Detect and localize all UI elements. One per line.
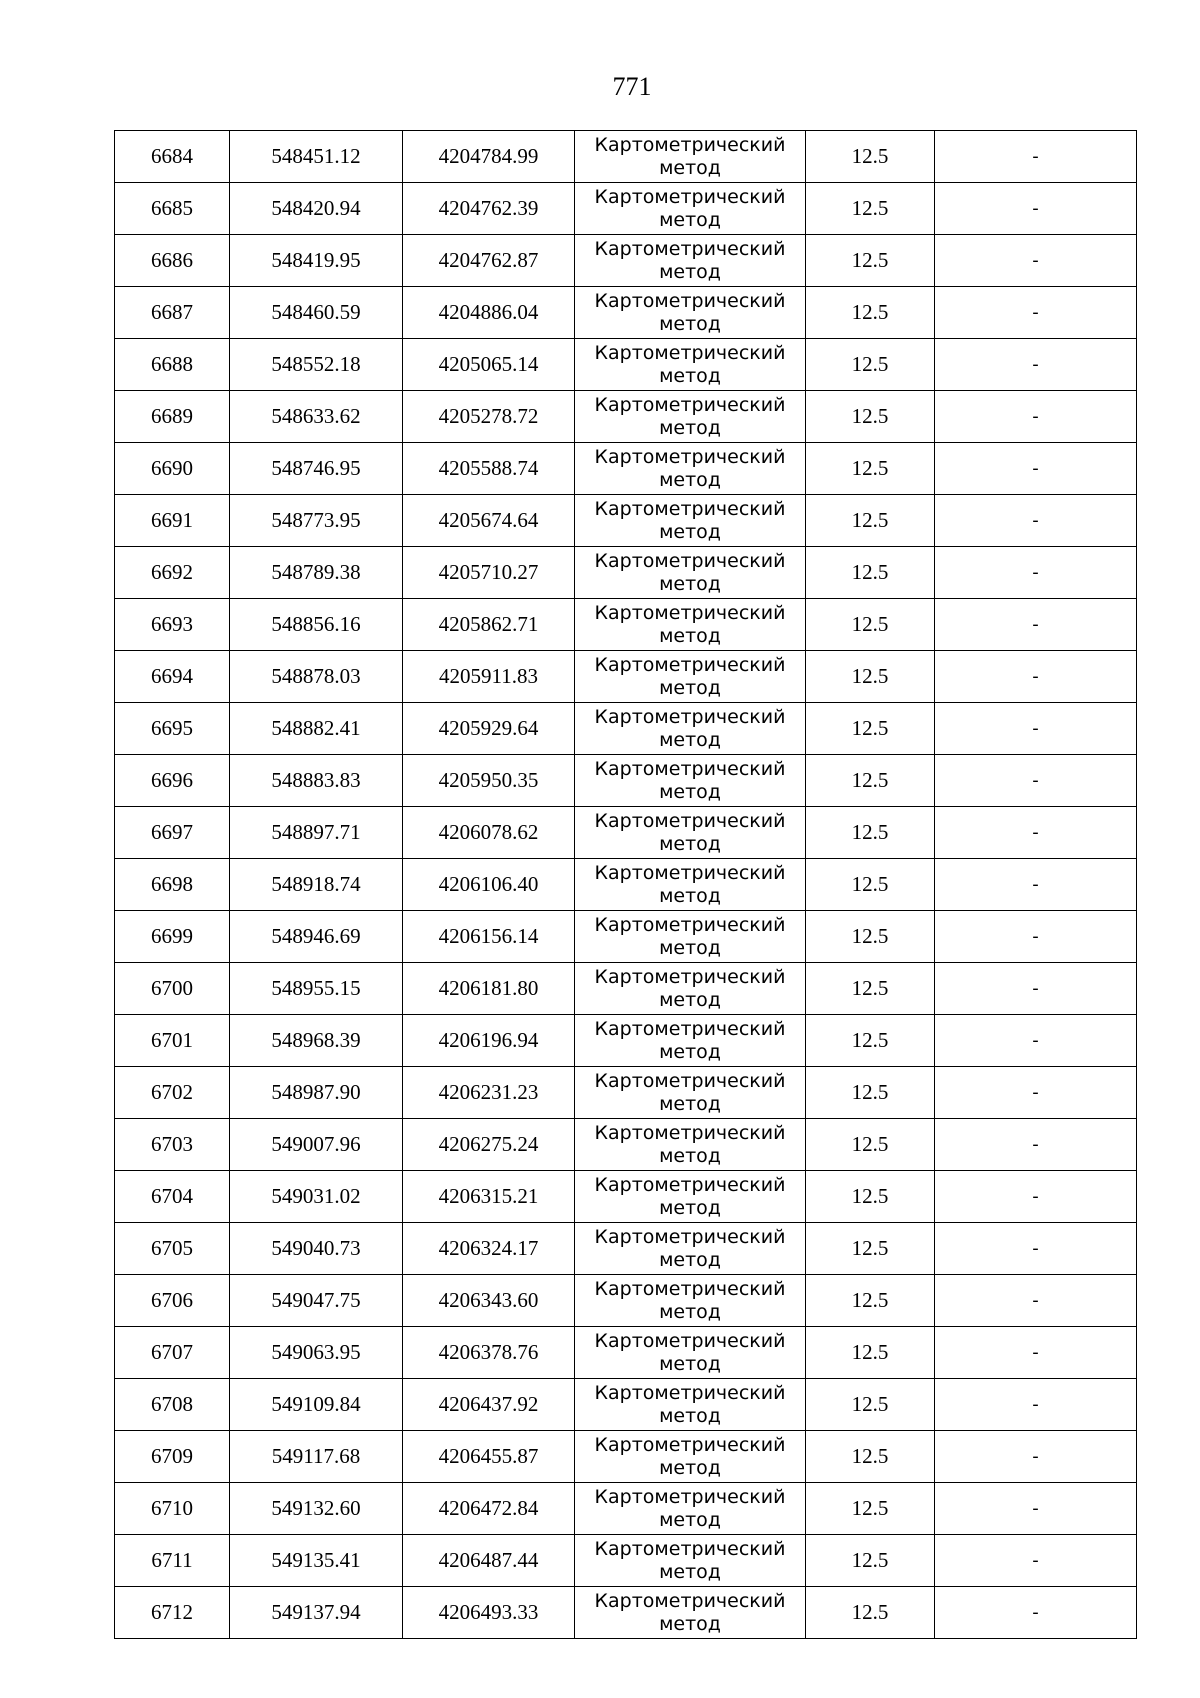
table-row	[115, 963, 1137, 1015]
y-coordinate-cell: 4206106.40	[403, 859, 575, 911]
method-line-2: метод	[659, 1405, 721, 1427]
point-number-cell: 6694	[115, 651, 230, 703]
y-coordinate-cell: 4205911.83	[403, 651, 575, 703]
method-cell	[575, 443, 806, 495]
x-coordinate-cell: 548552.18	[230, 339, 403, 391]
method-line-2: метод	[659, 1613, 721, 1635]
x-coordinate-cell: 549007.96	[230, 1119, 403, 1171]
x-coordinate-cell: 548789.38	[230, 547, 403, 599]
y-coordinate-cell: 4206181.80	[403, 963, 575, 1015]
method-cell	[575, 1119, 806, 1171]
method-line-1: Картометрический	[594, 862, 786, 884]
method-cell	[575, 963, 806, 1015]
y-coordinate-cell: 4206472.84	[403, 1483, 575, 1535]
method-cell	[575, 651, 806, 703]
method-cell	[575, 495, 806, 547]
method-line-1: Картометрический	[594, 1590, 786, 1612]
point-number-cell: 6702	[115, 1067, 230, 1119]
point-number-cell: 6689	[115, 391, 230, 443]
y-coordinate-cell: 4206275.24	[403, 1119, 575, 1171]
y-coordinate-cell: 4205950.35	[403, 755, 575, 807]
point-number-cell: 6685	[115, 183, 230, 235]
method-cell	[575, 755, 806, 807]
x-coordinate-cell: 548968.39	[230, 1015, 403, 1067]
table-row	[115, 859, 1137, 911]
y-coordinate-cell: 4206324.17	[403, 1223, 575, 1275]
point-number-cell: 6699	[115, 911, 230, 963]
x-coordinate-cell: 548987.90	[230, 1067, 403, 1119]
y-coordinate-cell: 4205065.14	[403, 339, 575, 391]
method-line-1: Картометрический	[594, 394, 786, 416]
method-line-1: Картометрический	[594, 1226, 786, 1248]
method-line-1: Картометрический	[594, 290, 786, 312]
note-cell: -	[935, 183, 1137, 235]
point-number-cell: 6697	[115, 807, 230, 859]
table-row	[115, 1587, 1137, 1639]
note-cell: -	[935, 1067, 1137, 1119]
x-coordinate-cell: 548882.41	[230, 703, 403, 755]
x-coordinate-cell: 548883.83	[230, 755, 403, 807]
method-line-2: метод	[659, 1197, 721, 1219]
accuracy-cell: 12.5	[806, 131, 935, 183]
table-row	[115, 1171, 1137, 1223]
note-cell: -	[935, 807, 1137, 859]
table-row	[115, 807, 1137, 859]
table-row	[115, 1223, 1137, 1275]
point-number-cell: 6709	[115, 1431, 230, 1483]
method-line-2: метод	[659, 729, 721, 751]
method-line-1: Картометрический	[594, 238, 786, 260]
method-line-1: Картометрический	[594, 186, 786, 208]
note-cell: -	[935, 859, 1137, 911]
note-cell: -	[935, 1275, 1137, 1327]
note-cell: -	[935, 1171, 1137, 1223]
coordinates-table-container	[114, 130, 1137, 1639]
table-row	[115, 1275, 1137, 1327]
point-number-cell: 6703	[115, 1119, 230, 1171]
y-coordinate-cell: 4205674.64	[403, 495, 575, 547]
method-line-1: Картометрический	[594, 1382, 786, 1404]
x-coordinate-cell: 549047.75	[230, 1275, 403, 1327]
page-number: 771	[612, 72, 652, 101]
note-cell: -	[935, 1431, 1137, 1483]
accuracy-cell: 12.5	[806, 963, 935, 1015]
note-cell: -	[935, 1015, 1137, 1067]
x-coordinate-cell: 548451.12	[230, 131, 403, 183]
x-coordinate-cell: 548918.74	[230, 859, 403, 911]
point-number-cell: 6686	[115, 235, 230, 287]
note-cell: -	[935, 963, 1137, 1015]
y-coordinate-cell: 4205862.71	[403, 599, 575, 651]
accuracy-cell: 12.5	[806, 287, 935, 339]
method-line-1: Картометрический	[594, 966, 786, 988]
table-row	[115, 1431, 1137, 1483]
method-line-2: метод	[659, 989, 721, 1011]
y-coordinate-cell: 4206455.87	[403, 1431, 575, 1483]
table-row	[115, 183, 1137, 235]
note-cell: -	[935, 131, 1137, 183]
note-cell: -	[935, 287, 1137, 339]
accuracy-cell: 12.5	[806, 599, 935, 651]
point-number-cell: 6706	[115, 1275, 230, 1327]
accuracy-cell: 12.5	[806, 1275, 935, 1327]
method-cell	[575, 1483, 806, 1535]
note-cell: -	[935, 599, 1137, 651]
point-number-cell: 6688	[115, 339, 230, 391]
method-cell	[575, 1431, 806, 1483]
method-cell	[575, 1379, 806, 1431]
accuracy-cell: 12.5	[806, 911, 935, 963]
method-line-2: метод	[659, 937, 721, 959]
method-line-2: метод	[659, 521, 721, 543]
method-cell	[575, 339, 806, 391]
table-row	[115, 391, 1137, 443]
coordinates-table	[114, 130, 1137, 1639]
note-cell: -	[935, 1535, 1137, 1587]
method-line-1: Картометрический	[594, 914, 786, 936]
method-line-1: Картометрический	[594, 1070, 786, 1092]
y-coordinate-cell: 4204784.99	[403, 131, 575, 183]
table-row	[115, 911, 1137, 963]
x-coordinate-cell: 548946.69	[230, 911, 403, 963]
accuracy-cell: 12.5	[806, 1171, 935, 1223]
accuracy-cell: 12.5	[806, 1587, 935, 1639]
method-cell	[575, 1067, 806, 1119]
table-row	[115, 443, 1137, 495]
x-coordinate-cell: 548633.62	[230, 391, 403, 443]
y-coordinate-cell: 4204762.39	[403, 183, 575, 235]
point-number-cell: 6696	[115, 755, 230, 807]
point-number-cell: 6701	[115, 1015, 230, 1067]
x-coordinate-cell: 549031.02	[230, 1171, 403, 1223]
note-cell: -	[935, 547, 1137, 599]
table-row	[115, 651, 1137, 703]
y-coordinate-cell: 4204762.87	[403, 235, 575, 287]
y-coordinate-cell: 4206156.14	[403, 911, 575, 963]
table-row	[115, 1119, 1137, 1171]
y-coordinate-cell: 4206231.23	[403, 1067, 575, 1119]
method-line-2: метод	[659, 573, 721, 595]
accuracy-cell: 12.5	[806, 339, 935, 391]
method-line-1: Картометрический	[594, 550, 786, 572]
x-coordinate-cell: 548878.03	[230, 651, 403, 703]
method-cell	[575, 1223, 806, 1275]
table-row	[115, 287, 1137, 339]
point-number-cell: 6695	[115, 703, 230, 755]
point-number-cell: 6687	[115, 287, 230, 339]
method-line-2: метод	[659, 1509, 721, 1531]
x-coordinate-cell: 548773.95	[230, 495, 403, 547]
table-row	[115, 131, 1137, 183]
method-line-1: Картометрический	[594, 602, 786, 624]
note-cell: -	[935, 443, 1137, 495]
accuracy-cell: 12.5	[806, 703, 935, 755]
method-line-2: метод	[659, 1561, 721, 1583]
y-coordinate-cell: 4205588.74	[403, 443, 575, 495]
accuracy-cell: 12.5	[806, 547, 935, 599]
y-coordinate-cell: 4205278.72	[403, 391, 575, 443]
method-cell	[575, 1015, 806, 1067]
note-cell: -	[935, 755, 1137, 807]
method-line-1: Картометрический	[594, 1486, 786, 1508]
method-line-2: метод	[659, 261, 721, 283]
method-line-2: метод	[659, 469, 721, 491]
method-cell	[575, 1275, 806, 1327]
accuracy-cell: 12.5	[806, 1015, 935, 1067]
accuracy-cell: 12.5	[806, 1119, 935, 1171]
accuracy-cell: 12.5	[806, 1535, 935, 1587]
x-coordinate-cell: 549135.41	[230, 1535, 403, 1587]
accuracy-cell: 12.5	[806, 1379, 935, 1431]
method-line-2: метод	[659, 417, 721, 439]
method-line-2: метод	[659, 625, 721, 647]
method-cell	[575, 599, 806, 651]
table-row	[115, 547, 1137, 599]
y-coordinate-cell: 4206493.33	[403, 1587, 575, 1639]
point-number-cell: 6711	[115, 1535, 230, 1587]
method-line-2: метод	[659, 313, 721, 335]
method-line-2: метод	[659, 1249, 721, 1271]
x-coordinate-cell: 548460.59	[230, 287, 403, 339]
accuracy-cell: 12.5	[806, 1483, 935, 1535]
method-line-1: Картометрический	[594, 654, 786, 676]
method-line-1: Картометрический	[594, 342, 786, 364]
method-line-2: метод	[659, 781, 721, 803]
method-line-1: Картометрический	[594, 706, 786, 728]
y-coordinate-cell: 4205929.64	[403, 703, 575, 755]
table-row	[115, 755, 1137, 807]
method-cell	[575, 391, 806, 443]
method-line-2: метод	[659, 365, 721, 387]
method-line-2: метод	[659, 1145, 721, 1167]
accuracy-cell: 12.5	[806, 1327, 935, 1379]
y-coordinate-cell: 4204886.04	[403, 287, 575, 339]
x-coordinate-cell: 549109.84	[230, 1379, 403, 1431]
method-line-2: метод	[659, 677, 721, 699]
accuracy-cell: 12.5	[806, 1067, 935, 1119]
x-coordinate-cell: 549063.95	[230, 1327, 403, 1379]
y-coordinate-cell: 4206196.94	[403, 1015, 575, 1067]
point-number-cell: 6700	[115, 963, 230, 1015]
method-line-2: метод	[659, 885, 721, 907]
method-line-1: Картометрический	[594, 1330, 786, 1352]
accuracy-cell: 12.5	[806, 651, 935, 703]
point-number-cell: 6704	[115, 1171, 230, 1223]
x-coordinate-cell: 548419.95	[230, 235, 403, 287]
y-coordinate-cell: 4206315.21	[403, 1171, 575, 1223]
note-cell: -	[935, 911, 1137, 963]
method-line-1: Картометрический	[594, 1434, 786, 1456]
y-coordinate-cell: 4206487.44	[403, 1535, 575, 1587]
accuracy-cell: 12.5	[806, 1223, 935, 1275]
accuracy-cell: 12.5	[806, 859, 935, 911]
method-cell	[575, 703, 806, 755]
accuracy-cell: 12.5	[806, 391, 935, 443]
table-row	[115, 1379, 1137, 1431]
method-line-1: Картометрический	[594, 1018, 786, 1040]
x-coordinate-cell: 548420.94	[230, 183, 403, 235]
point-number-cell: 6712	[115, 1587, 230, 1639]
method-line-1: Картометрический	[594, 498, 786, 520]
table-row	[115, 1483, 1137, 1535]
method-line-2: метод	[659, 1301, 721, 1323]
method-cell	[575, 183, 806, 235]
note-cell: -	[935, 703, 1137, 755]
point-number-cell: 6698	[115, 859, 230, 911]
y-coordinate-cell: 4206078.62	[403, 807, 575, 859]
accuracy-cell: 12.5	[806, 755, 935, 807]
accuracy-cell: 12.5	[806, 183, 935, 235]
point-number-cell: 6708	[115, 1379, 230, 1431]
note-cell: -	[935, 1379, 1137, 1431]
note-cell: -	[935, 1483, 1137, 1535]
method-line-2: метод	[659, 1457, 721, 1479]
method-cell	[575, 859, 806, 911]
x-coordinate-cell: 549132.60	[230, 1483, 403, 1535]
note-cell: -	[935, 391, 1137, 443]
accuracy-cell: 12.5	[806, 235, 935, 287]
table-row	[115, 1067, 1137, 1119]
accuracy-cell: 12.5	[806, 495, 935, 547]
point-number-cell: 6684	[115, 131, 230, 183]
x-coordinate-cell: 549117.68	[230, 1431, 403, 1483]
y-coordinate-cell: 4206437.92	[403, 1379, 575, 1431]
accuracy-cell: 12.5	[806, 1431, 935, 1483]
y-coordinate-cell: 4205710.27	[403, 547, 575, 599]
method-cell	[575, 235, 806, 287]
method-cell	[575, 1587, 806, 1639]
method-line-1: Картометрический	[594, 1122, 786, 1144]
method-cell	[575, 287, 806, 339]
note-cell: -	[935, 1327, 1137, 1379]
x-coordinate-cell: 549040.73	[230, 1223, 403, 1275]
method-cell	[575, 547, 806, 599]
x-coordinate-cell: 548897.71	[230, 807, 403, 859]
table-row	[115, 1535, 1137, 1587]
point-number-cell: 6693	[115, 599, 230, 651]
method-line-2: метод	[659, 833, 721, 855]
x-coordinate-cell: 549137.94	[230, 1587, 403, 1639]
method-cell	[575, 1171, 806, 1223]
point-number-cell: 6690	[115, 443, 230, 495]
note-cell: -	[935, 1587, 1137, 1639]
method-cell	[575, 131, 806, 183]
point-number-cell: 6705	[115, 1223, 230, 1275]
x-coordinate-cell: 548955.15	[230, 963, 403, 1015]
method-cell	[575, 1535, 806, 1587]
table-row	[115, 339, 1137, 391]
x-coordinate-cell: 548746.95	[230, 443, 403, 495]
accuracy-cell: 12.5	[806, 443, 935, 495]
y-coordinate-cell: 4206378.76	[403, 1327, 575, 1379]
note-cell: -	[935, 1223, 1137, 1275]
method-line-1: Картометрический	[594, 758, 786, 780]
point-number-cell: 6692	[115, 547, 230, 599]
point-number-cell: 6710	[115, 1483, 230, 1535]
method-line-2: метод	[659, 1353, 721, 1375]
method-line-1: Картометрический	[594, 446, 786, 468]
method-cell	[575, 911, 806, 963]
table-row	[115, 1327, 1137, 1379]
note-cell: -	[935, 651, 1137, 703]
point-number-cell: 6707	[115, 1327, 230, 1379]
method-line-1: Картометрический	[594, 1538, 786, 1560]
table-row	[115, 599, 1137, 651]
table-row	[115, 1015, 1137, 1067]
x-coordinate-cell: 548856.16	[230, 599, 403, 651]
y-coordinate-cell: 4206343.60	[403, 1275, 575, 1327]
table-row	[115, 495, 1137, 547]
method-line-1: Картометрический	[594, 1174, 786, 1196]
method-cell	[575, 1327, 806, 1379]
note-cell: -	[935, 495, 1137, 547]
table-row	[115, 235, 1137, 287]
note-cell: -	[935, 339, 1137, 391]
table-body	[115, 131, 1137, 1639]
method-line-1: Картометрический	[594, 134, 786, 156]
method-line-1: Картометрический	[594, 810, 786, 832]
table-row	[115, 703, 1137, 755]
note-cell: -	[935, 235, 1137, 287]
note-cell: -	[935, 1119, 1137, 1171]
method-line-2: метод	[659, 157, 721, 179]
method-line-1: Картометрический	[594, 1278, 786, 1300]
method-cell	[575, 807, 806, 859]
point-number-cell: 6691	[115, 495, 230, 547]
method-line-2: метод	[659, 1093, 721, 1115]
method-line-2: метод	[659, 209, 721, 231]
accuracy-cell: 12.5	[806, 807, 935, 859]
method-line-2: метод	[659, 1041, 721, 1063]
